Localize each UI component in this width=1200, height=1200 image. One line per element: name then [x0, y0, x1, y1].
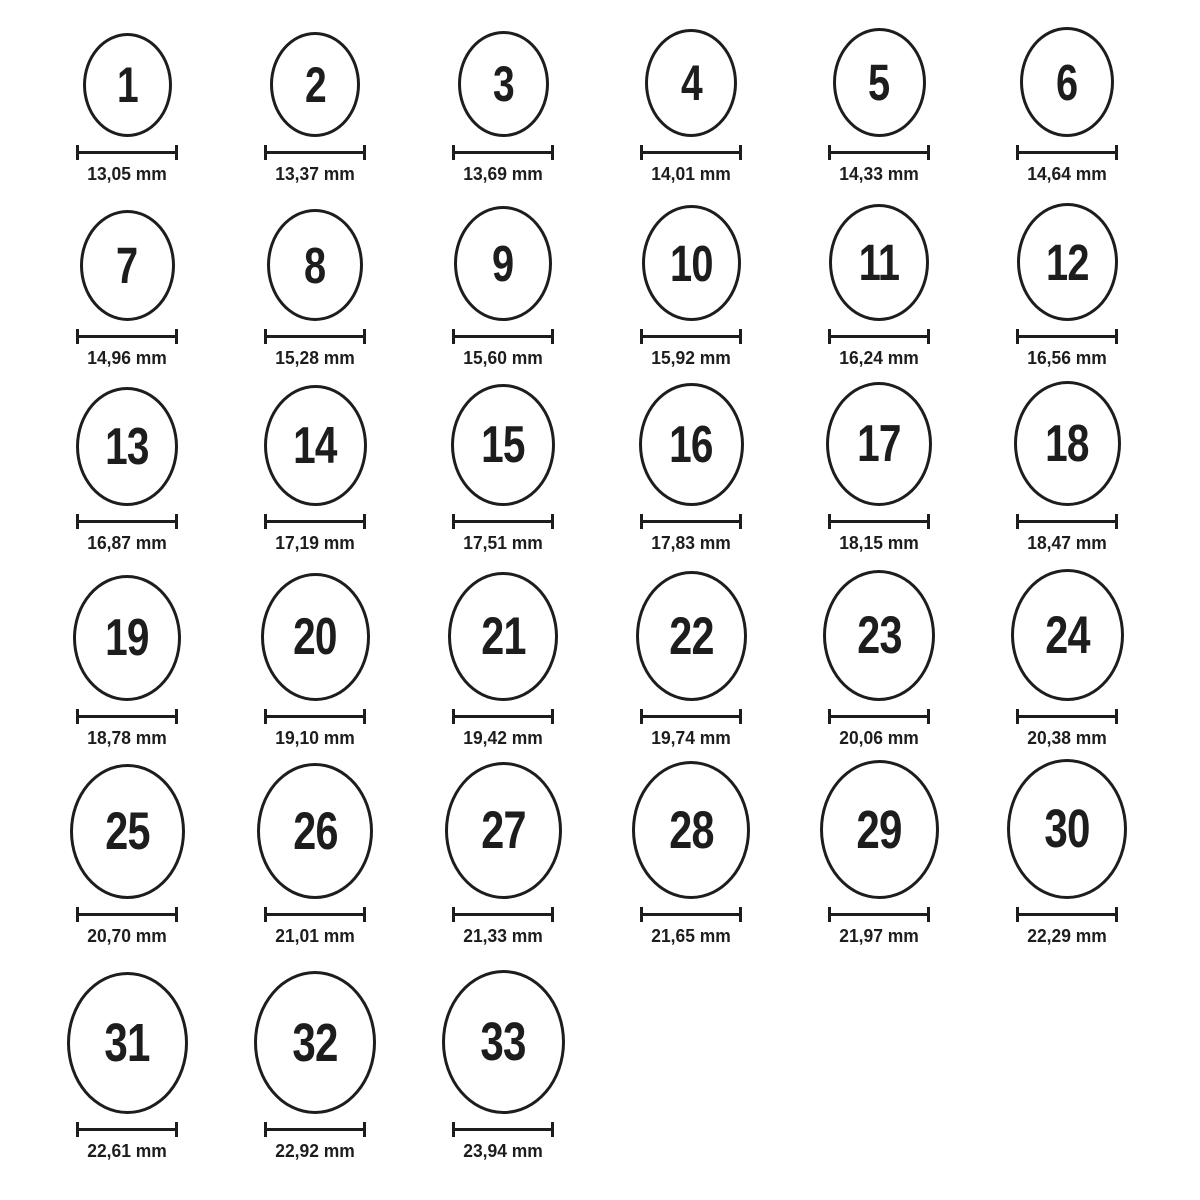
ring-cell — [785, 185, 973, 369]
ring-number: 18 — [1045, 414, 1089, 473]
ring-number: 19 — [105, 609, 149, 667]
ring-number: 21 — [480, 607, 526, 666]
ring-circle — [639, 383, 744, 506]
measure-tick-right — [1115, 709, 1118, 724]
ring-circle — [632, 761, 750, 899]
ring-number: 15 — [481, 416, 525, 474]
ring-number: 5 — [868, 54, 890, 111]
diameter-label: 21,01 mm — [275, 926, 355, 946]
ring-cell — [33, 369, 221, 554]
ring-number: 16 — [669, 415, 713, 474]
ring-circle — [1017, 203, 1118, 321]
ring-number: 10 — [669, 234, 713, 292]
measure-tick-right — [551, 145, 554, 160]
ring-cell — [221, 0, 409, 185]
ring-circle — [264, 385, 367, 506]
ring-number: 23 — [856, 606, 902, 665]
diameter-measure-line — [828, 329, 930, 344]
ring-cell — [33, 185, 221, 369]
measure-bar — [452, 520, 554, 523]
ring-number: 9 — [492, 235, 514, 292]
diameter-label: 13,69 mm — [463, 164, 543, 184]
diameter-measure-line — [828, 907, 930, 922]
measure-tick-right — [1115, 907, 1118, 922]
ring-cell — [597, 185, 785, 369]
ring-number: 20 — [293, 608, 337, 666]
measure-tick-right — [739, 514, 742, 529]
measure-bar — [452, 151, 554, 154]
diameter-label: 19,42 mm — [463, 728, 543, 748]
diameter-label: 17,19 mm — [275, 533, 355, 553]
ring-cell — [973, 369, 1161, 554]
diameter-measure-line — [264, 514, 366, 529]
measure-bar — [452, 715, 554, 718]
measure-bar — [264, 335, 366, 338]
diameter-measure-line — [452, 907, 554, 922]
measure-bar — [76, 715, 178, 718]
diameter-measure-line — [1016, 907, 1118, 922]
measure-bar — [452, 335, 554, 338]
ring-number: 14 — [293, 416, 337, 475]
measure-bar — [76, 335, 178, 338]
ring-cell — [33, 0, 221, 185]
ring-number: 2 — [304, 56, 326, 113]
measure-tick-right — [1115, 329, 1118, 344]
diameter-label: 17,83 mm — [651, 533, 731, 553]
measure-tick-right — [927, 709, 930, 724]
measure-tick-right — [363, 907, 366, 922]
ring-number: 13 — [105, 417, 149, 476]
diameter-label: 19,74 mm — [651, 728, 731, 748]
diameter-label: 14,64 mm — [1027, 164, 1107, 184]
diameter-measure-line — [76, 329, 178, 344]
measure-bar — [640, 151, 742, 154]
ring-cell — [973, 554, 1161, 749]
diameter-measure-line — [76, 1122, 178, 1137]
ring-circle — [454, 206, 552, 321]
measure-bar — [1016, 520, 1118, 523]
measure-tick-right — [1115, 145, 1118, 160]
measure-bar — [76, 913, 178, 916]
ring-circle — [1014, 381, 1121, 506]
diameter-measure-line — [264, 1122, 366, 1137]
measure-bar — [1016, 335, 1118, 338]
measure-tick-right — [927, 145, 930, 160]
diameter-label: 13,05 mm — [87, 164, 167, 184]
diameter-label: 16,87 mm — [87, 533, 167, 553]
ring-cell — [973, 749, 1161, 947]
ring-number: 7 — [116, 237, 138, 294]
ring-circle — [267, 209, 363, 321]
diameter-label: 16,56 mm — [1027, 348, 1107, 368]
measure-bar — [828, 151, 930, 154]
diameter-label: 15,92 mm — [651, 348, 731, 368]
ring-cell — [409, 554, 597, 749]
ring-circle — [270, 32, 360, 137]
ring-circle — [67, 972, 188, 1114]
measure-tick-right — [551, 907, 554, 922]
ring-cell — [221, 185, 409, 369]
measure-tick-right — [1115, 514, 1118, 529]
diameter-label: 14,01 mm — [651, 164, 731, 184]
diameter-label: 18,78 mm — [87, 728, 167, 748]
measure-tick-right — [175, 1122, 178, 1137]
measure-tick-right — [175, 329, 178, 344]
measure-tick-right — [551, 709, 554, 724]
measure-bar — [76, 1128, 178, 1131]
ring-circle — [451, 384, 555, 506]
measure-bar — [828, 715, 930, 718]
diameter-measure-line — [828, 514, 930, 529]
ring-circle — [826, 382, 932, 506]
ring-number: 30 — [1044, 799, 1090, 859]
diameter-label: 20,06 mm — [839, 728, 919, 748]
diameter-measure-line — [76, 514, 178, 529]
measure-tick-right — [175, 514, 178, 529]
ring-cell — [33, 947, 221, 1162]
ring-number: 8 — [304, 236, 326, 294]
ring-cell — [785, 554, 973, 749]
measure-tick-right — [927, 329, 930, 344]
measure-bar — [76, 520, 178, 523]
ring-circle — [820, 760, 939, 899]
ring-cell — [221, 749, 409, 947]
diameter-measure-line — [452, 514, 554, 529]
diameter-measure-line — [76, 907, 178, 922]
measure-bar — [828, 913, 930, 916]
measure-bar — [264, 715, 366, 718]
ring-circle — [76, 387, 178, 506]
measure-tick-right — [175, 907, 178, 922]
diameter-measure-line — [264, 907, 366, 922]
diameter-measure-line — [828, 145, 930, 160]
measure-bar — [264, 1128, 366, 1131]
ring-cell — [597, 554, 785, 749]
ring-cell — [973, 185, 1161, 369]
diameter-label: 18,15 mm — [839, 533, 919, 553]
ring-cell — [785, 749, 973, 947]
diameter-label: 21,65 mm — [651, 926, 731, 946]
ring-number: 6 — [1056, 53, 1078, 111]
diameter-label: 20,70 mm — [87, 926, 167, 946]
ring-circle — [254, 971, 376, 1114]
diameter-measure-line — [1016, 329, 1118, 344]
ring-number: 1 — [116, 57, 138, 113]
ring-cell — [409, 369, 597, 554]
diameter-measure-line — [640, 145, 742, 160]
diameter-label: 23,94 mm — [463, 1141, 543, 1161]
diameter-label: 22,29 mm — [1027, 926, 1107, 946]
measure-tick-right — [175, 709, 178, 724]
ring-cell — [597, 749, 785, 947]
diameter-measure-line — [640, 907, 742, 922]
measure-bar — [640, 520, 742, 523]
diameter-label: 14,33 mm — [839, 164, 919, 184]
diameter-measure-line — [640, 329, 742, 344]
diameter-label: 15,28 mm — [275, 348, 355, 368]
diameter-measure-line — [264, 145, 366, 160]
measure-bar — [452, 913, 554, 916]
ring-number: 29 — [856, 799, 902, 860]
ring-circle — [1011, 569, 1124, 701]
ring-circle — [80, 210, 175, 321]
diameter-measure-line — [264, 709, 366, 724]
diameter-label: 18,47 mm — [1027, 533, 1107, 553]
ring-circle — [261, 573, 370, 701]
ring-circle — [73, 575, 181, 701]
ring-cell — [409, 749, 597, 947]
ring-circle — [1007, 759, 1127, 899]
ring-number: 3 — [492, 56, 514, 112]
diameter-measure-line — [1016, 709, 1118, 724]
ring-circle — [1020, 27, 1114, 137]
diameter-label: 16,24 mm — [839, 348, 919, 368]
ring-cell — [409, 185, 597, 369]
measure-bar — [1016, 913, 1118, 916]
ring-number: 24 — [1044, 605, 1090, 665]
ring-number: 11 — [858, 234, 900, 291]
measure-tick-right — [551, 329, 554, 344]
diameter-measure-line — [264, 329, 366, 344]
diameter-measure-line — [640, 709, 742, 724]
measure-bar — [1016, 715, 1118, 718]
ring-size-grid — [33, 0, 1200, 1162]
ring-number: 32 — [292, 1012, 338, 1073]
diameter-label: 21,33 mm — [463, 926, 543, 946]
ring-number: 33 — [480, 1012, 526, 1072]
measure-tick-right — [927, 907, 930, 922]
ring-number: 17 — [857, 415, 901, 473]
ring-number: 28 — [668, 800, 714, 860]
measure-bar — [640, 335, 742, 338]
ring-circle — [645, 29, 737, 137]
diameter-label: 19,10 mm — [275, 728, 355, 748]
diameter-label: 22,61 mm — [87, 1141, 167, 1161]
ring-cell — [33, 554, 221, 749]
measure-bar — [828, 520, 930, 523]
measure-bar — [264, 913, 366, 916]
ring-number: 4 — [680, 55, 702, 111]
ring-cell — [785, 0, 973, 185]
measure-tick-right — [363, 514, 366, 529]
measure-bar — [264, 520, 366, 523]
measure-bar — [1016, 151, 1118, 154]
ring-cell — [221, 554, 409, 749]
diameter-label: 15,60 mm — [463, 348, 543, 368]
ring-circle — [448, 572, 558, 701]
ring-circle — [823, 570, 935, 701]
diameter-label: 13,37 mm — [275, 164, 355, 184]
measure-tick-right — [551, 514, 554, 529]
ring-cell — [597, 0, 785, 185]
ring-number: 12 — [1045, 233, 1089, 291]
ring-cell — [409, 0, 597, 185]
measure-bar — [76, 151, 178, 154]
ring-circle — [257, 763, 373, 899]
ring-cell — [973, 0, 1161, 185]
measure-bar — [264, 151, 366, 154]
ring-number: 31 — [104, 1013, 150, 1073]
ring-circle — [83, 33, 172, 137]
ring-circle — [445, 762, 562, 899]
diameter-measure-line — [452, 329, 554, 344]
diameter-measure-line — [76, 145, 178, 160]
measure-bar — [640, 913, 742, 916]
diameter-measure-line — [828, 709, 930, 724]
ring-circle — [442, 970, 565, 1114]
diameter-label: 14,96 mm — [87, 348, 167, 368]
measure-tick-right — [363, 145, 366, 160]
measure-tick-right — [927, 514, 930, 529]
ring-cell — [33, 749, 221, 947]
diameter-measure-line — [1016, 514, 1118, 529]
ring-number: 22 — [668, 606, 714, 666]
measure-bar — [828, 335, 930, 338]
measure-tick-right — [363, 1122, 366, 1137]
ring-circle — [458, 31, 549, 137]
diameter-measure-line — [640, 514, 742, 529]
measure-bar — [452, 1128, 554, 1131]
ring-circle — [636, 571, 747, 701]
diameter-label: 22,92 mm — [275, 1141, 355, 1161]
diameter-label: 21,97 mm — [839, 926, 919, 946]
ring-cell — [597, 369, 785, 554]
measure-tick-right — [739, 907, 742, 922]
measure-bar — [640, 715, 742, 718]
measure-tick-right — [175, 145, 178, 160]
ring-cell — [221, 947, 409, 1162]
ring-circle — [833, 28, 926, 137]
ring-circle — [642, 205, 741, 321]
measure-tick-right — [551, 1122, 554, 1137]
measure-tick-right — [739, 329, 742, 344]
ring-number: 27 — [480, 801, 526, 860]
ring-circle — [70, 764, 185, 899]
diameter-measure-line — [452, 1122, 554, 1137]
diameter-label: 20,38 mm — [1027, 728, 1107, 748]
measure-tick-right — [363, 329, 366, 344]
measure-tick-right — [363, 709, 366, 724]
ring-cell — [409, 947, 597, 1162]
measure-tick-right — [739, 709, 742, 724]
diameter-measure-line — [76, 709, 178, 724]
diameter-measure-line — [1016, 145, 1118, 160]
ring-number: 26 — [292, 801, 338, 861]
diameter-label: 17,51 mm — [463, 533, 543, 553]
ring-cell — [785, 369, 973, 554]
diameter-measure-line — [452, 145, 554, 160]
ring-cell — [221, 369, 409, 554]
measure-tick-right — [739, 145, 742, 160]
diameter-measure-line — [452, 709, 554, 724]
ring-circle — [829, 204, 929, 321]
ring-number: 25 — [104, 802, 150, 861]
